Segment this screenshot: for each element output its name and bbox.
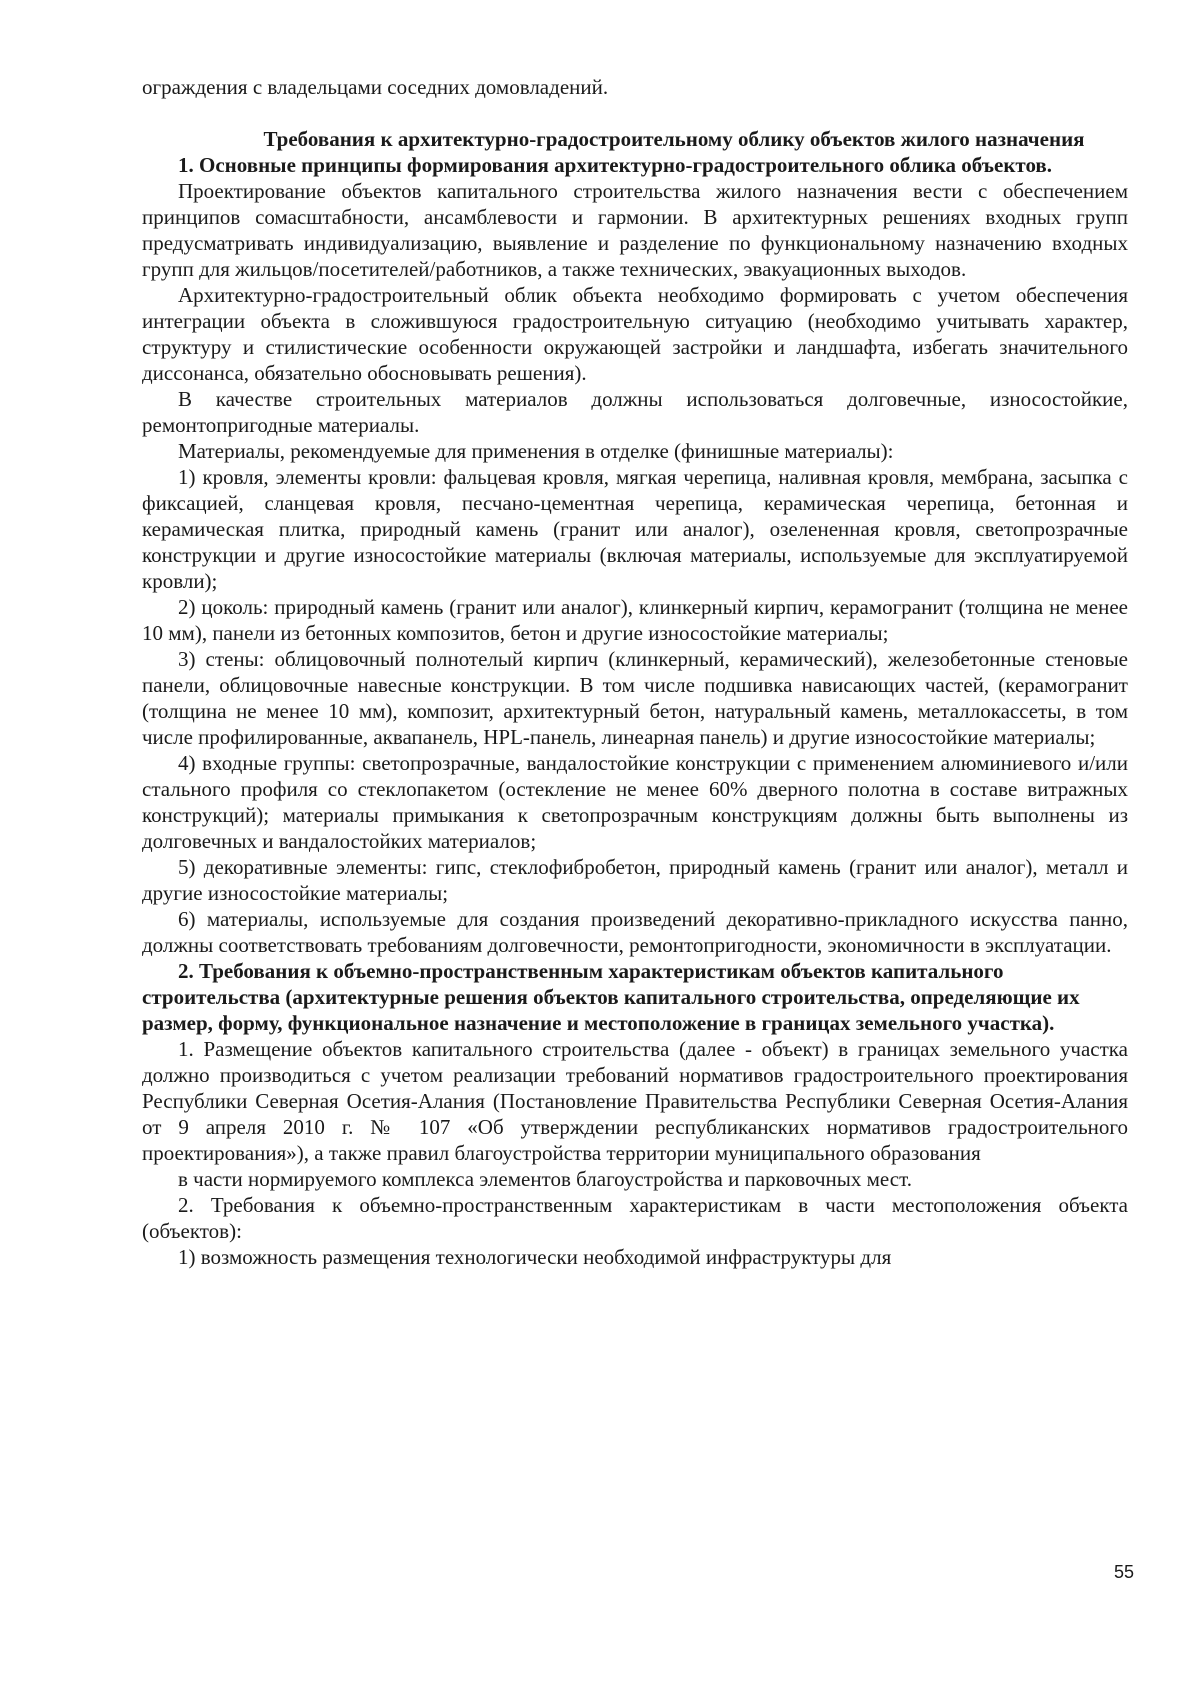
paragraph: 1. Размещение объектов капитального строительства (далее - объект) в границах земельного участка должно производиться с учетом реализации требований нормативов градостроительного проектирования Республики Северная Осетия-Алания (Постановление Правительства Республики Северная Осетия-Алания от 9 апреля 2010 г. № 107 «Об утверждении республиканских нормативов градостроительного проектирования»), а также правил благоустройства территории муниципального образования	[142, 1037, 1128, 1165]
paragraph: 2. Требования к объемно-пространственным характеристикам в части местоположения объекта (объектов):	[142, 1193, 1128, 1243]
section-1-heading: 1. Основные принципы формирования архитектурно-градостроительного облика объектов.	[178, 153, 1053, 177]
paragraph: В качестве строительных материалов должны использоваться долговечные, износостойкие, ремонтопригодные материалы.	[142, 387, 1128, 437]
paragraph: Проектирование объектов капитального строительства жилого назначения вести с обеспечением принципов сомасштабности, ансамблевости и гармонии. В архитектурных решениях входных групп предусматривать индивидуализацию, выявление и разделение по функциональному назначению входных групп для жильцов/посетителей/работников, а также технических, эвакуационных выходов.	[142, 179, 1128, 281]
list-item: 1) кровля, элементы кровли: фальцевая кровля, мягкая черепица, наливная кровля, мембрана, засыпка с фиксацией, сланцевая кровля, песчано-цементная черепица, керамическая черепица, бетонная и керамическая плитка, природный камень (гранит или аналог), озелененная кровля, светопрозрачные конструкции и другие износостойкие материалы (включая материалы, используемые для эксплуатируемой кровли);	[142, 465, 1128, 593]
list-item: 2) цоколь: природный камень (гранит или аналог), клинкерный кирпич, керамогранит (толщина не менее 10 мм), панели из бетонных композитов, бетон и другие износостойкие материалы;	[142, 595, 1128, 645]
paragraph: в части нормируемого комплекса элементов благоустройства и парковочных мест.	[178, 1167, 912, 1191]
document-title: Требования к архитектурно-градостроительному облику объектов жилого назначения	[263, 127, 1085, 151]
section-2-heading: 2. Требования к объемно-пространственным характеристикам объектов капитального строительства (архитектурные решения объектов капитального строительства, определяющие их размер, форму, функциональное назначение и местоположение в границах земельного участка).	[142, 959, 1080, 1035]
list-item: 3) стены: облицовочный полнотелый кирпич (клинкерный, керамический), железобетонные стеновые панели, облицовочные навесные конструкции. В том числе подшивка нависающих частей, (керамогранит (толщина не менее 10 мм), композит, архитектурный бетон, натуральный камень, металлокассеты, в том числе профилированные, аквапанель, HPL-панель, линеарная панель) и другие износостойкие материалы;	[142, 647, 1128, 749]
list-item: 6) материалы, используемые для создания произведений декоративно-прикладного искусства панно, должны соответствовать требованиям долговечности, ремонтопригодности, экономичности в эксплуатации.	[142, 907, 1128, 957]
list-item: 4) входные группы: светопрозрачные, вандалостойкие конструкции с применением алюминиевого и/или стального профиля со стеклопакетом (остекление не менее 60% дверного полотна в составе витражных конструкций); материалы примыкания к светопрозрачным конструкциям должны быть выполнены из долговечных и вандалостойких материалов;	[142, 751, 1128, 853]
page-number: 55	[1114, 1562, 1135, 1582]
lead-line: ограждения с владельцами соседних домовладений.	[142, 75, 609, 99]
paragraph: Архитектурно-градостроительный облик объекта необходимо формировать с учетом обеспечения интеграции объекта в сложившуюся градостроительную ситуацию (необходимо учитывать характер, структуру и стилистические особенности окружающей застройки и ландшафта, избегать значительного диссонанса, обязательно обосновывать решения).	[142, 283, 1128, 385]
list-item: 1) возможность размещения технологически необходимой инфраструктуры для	[178, 1245, 892, 1269]
paragraph: Материалы, рекомендуемые для применения в отделке (финишные материалы):	[178, 439, 894, 463]
list-item: 5) декоративные элементы: гипс, стеклофибробетон, природный камень (гранит или аналог), металл и другие износостойкие материалы;	[142, 855, 1128, 905]
page-content	[142, 74, 1128, 1270]
